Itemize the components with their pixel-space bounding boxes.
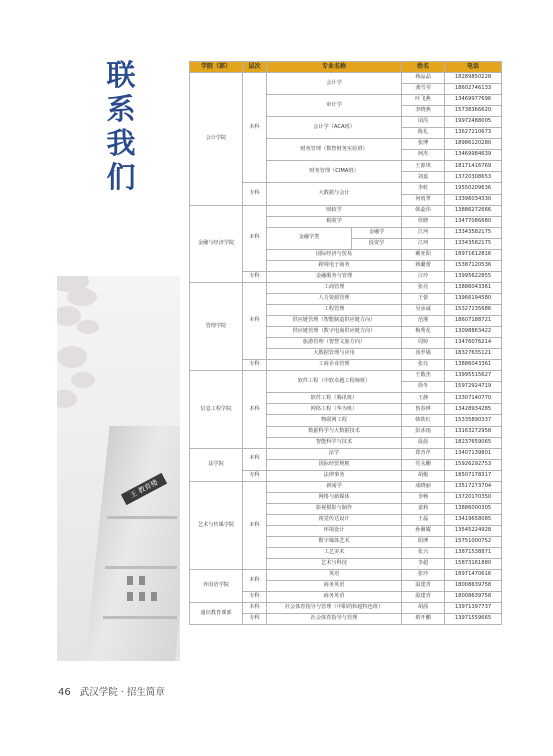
contact-name: 陈礼	[402, 128, 445, 139]
blossom-shape	[71, 372, 95, 388]
contact-phone: 13428934285	[445, 404, 502, 415]
major-cell: 旅游管理（智慧文旅方向）	[267, 338, 402, 349]
contact-name: 江珂	[402, 227, 445, 238]
contact-phone: 18171416769	[445, 161, 502, 172]
contact-name: 王敬杰	[402, 371, 445, 382]
contact-name: 徐冬	[402, 382, 445, 393]
contact-name: 龚雪莹	[402, 84, 445, 95]
contact-phone: 18507178317	[445, 470, 502, 481]
contact-phone: 13469984639	[445, 150, 502, 161]
contact-name: 叶飞燕	[402, 95, 445, 106]
level-cell: 专科	[243, 183, 267, 205]
header-level: 层次	[243, 62, 267, 73]
balcony-rail	[103, 616, 177, 619]
page-title-char: 我	[106, 126, 136, 160]
contact-phone: 18971612816	[445, 249, 502, 260]
header-name: 姓名	[402, 62, 445, 73]
major-cell: 商务英语	[267, 581, 402, 592]
campus-photo	[57, 276, 180, 661]
major-cell: 人力资源管理	[267, 293, 402, 304]
level-cell: 专科	[243, 360, 267, 371]
contact-name: 梅秀花	[402, 327, 445, 338]
major-cell: 跨境电子商务	[267, 260, 402, 271]
major-cell: 社会体育指导与管理（中职的和超特色班）	[267, 603, 402, 614]
page-title-char: 系	[106, 92, 136, 126]
level-cell: 本科	[243, 448, 267, 470]
contact-phone: 18607188721	[445, 316, 502, 327]
contact-phone: 13966194580	[445, 293, 502, 304]
contact-name: 王磊	[402, 514, 445, 525]
contact-name: 蔡开鹏	[402, 614, 445, 625]
contact-phone: 13995622855	[445, 271, 502, 282]
contact-name: 孙佩耀	[402, 525, 445, 536]
contact-name: 李超	[402, 559, 445, 570]
contact-phone: 13098863422	[445, 327, 502, 338]
contact-phone: 15751000752	[445, 536, 502, 547]
contact-phone: 18237659065	[445, 437, 502, 448]
contact-phone: 15327235686	[445, 304, 502, 315]
window-shape	[139, 576, 145, 585]
table-row	[190, 282, 502, 293]
major-cell: 工程管理	[267, 304, 402, 315]
table-row	[190, 73, 502, 84]
level-cell: 专科	[243, 592, 267, 603]
contact-name: 何雨菁	[402, 194, 445, 205]
contact-phone: 13396034330	[445, 194, 502, 205]
contact-name: 汤罗墙	[402, 349, 445, 360]
page-footer	[58, 684, 165, 698]
footer-text: 武汉学院 · 招生简章	[79, 687, 165, 698]
major-cell: 网络与新媒体	[267, 492, 402, 503]
major-cell: 会计学（ACA班）	[267, 117, 402, 139]
contact-name: 张亮	[402, 360, 445, 371]
college-cell: 管理学院	[190, 282, 243, 370]
blossom-shape	[77, 320, 99, 334]
table-row	[190, 481, 502, 492]
major-cell: 数字媒体艺术	[267, 536, 402, 547]
blossom-shape	[57, 346, 87, 368]
contact-name: 党永鹏	[402, 459, 445, 470]
contact-phone: 18602746133	[445, 84, 502, 95]
contact-phone: 13627210673	[445, 128, 502, 139]
level-cell: 本科	[243, 481, 267, 569]
contact-name: 李虹	[402, 183, 445, 194]
contact-phone: 15972924719	[445, 382, 502, 393]
college-cell: 法学院	[190, 448, 243, 481]
contact-name: 李晓燕	[402, 106, 445, 117]
contact-phone: 18008639758	[445, 592, 502, 603]
contact-name: 张亮	[402, 282, 445, 293]
major-cell: 软件工程（中软卓越工程师班）	[267, 371, 402, 393]
table-row	[190, 371, 502, 382]
contact-name: 李畅	[402, 492, 445, 503]
contact-phone: 15387120536	[445, 260, 502, 271]
table-header-row	[190, 62, 502, 73]
major-cell: 工商企业管理	[267, 360, 402, 371]
level-cell: 本科	[243, 570, 267, 592]
contact-phone: 13419658085	[445, 514, 502, 525]
contact-phone: 18008639758	[445, 581, 502, 592]
major-cell: 网络工程（华为班）	[267, 404, 402, 415]
major-cell: 审计学	[267, 95, 402, 117]
contact-name: 闵芮	[402, 117, 445, 128]
contact-phone: 13163272958	[445, 426, 502, 437]
level-cell: 本科	[243, 371, 267, 448]
contact-phone: 13871538871	[445, 548, 502, 559]
contact-name: 鲁春烨	[402, 404, 445, 415]
contact-phone: 18986120280	[445, 139, 502, 150]
contact-name: 戴亚阳	[402, 249, 445, 260]
contact-name: 张兴	[402, 548, 445, 559]
major-cell: 商务英语	[267, 592, 402, 603]
college-cell: 外国语学院	[190, 570, 243, 603]
contact-phone: 13886000305	[445, 503, 502, 514]
major-cell: 物联网工程	[267, 415, 402, 426]
major-cell: 供应链管理（智能制造供应链方向）	[267, 316, 402, 327]
header-major: 专业名称	[267, 62, 402, 73]
window-shape	[139, 592, 145, 601]
contact-table	[189, 61, 502, 625]
contact-name: 温建青	[402, 581, 445, 592]
contact-name: 韩铁红	[402, 415, 445, 426]
contact-name: 江珂	[402, 238, 445, 249]
contact-name: 成晓丽	[402, 481, 445, 492]
college-cell: 信息工程学院	[190, 371, 243, 448]
college-cell: 会计学院	[190, 73, 243, 206]
level-cell: 专科	[243, 470, 267, 481]
contact-phone: 13343582175	[445, 227, 502, 238]
contact-phone: 13545224928	[445, 525, 502, 536]
major-cell: 法学	[267, 448, 402, 459]
major-cell: 金融服务与管理	[267, 271, 402, 282]
contact-name: 温建青	[402, 592, 445, 603]
page-title-char: 们	[106, 160, 136, 194]
table-row	[190, 205, 502, 216]
major-cell: 税收学	[267, 216, 402, 227]
level-cell: 本科	[243, 603, 267, 614]
contact-phone: 19972488005	[445, 117, 502, 128]
contact-phone: 15926292753	[445, 459, 502, 470]
contact-name: 王静	[402, 393, 445, 404]
major-cell: 供应链管理（数字电商供应链方向）	[267, 327, 402, 338]
contact-name: 蒋晶晶	[402, 73, 445, 84]
window-shape	[127, 592, 133, 601]
major-cell: 国际经济与贸易	[267, 249, 402, 260]
contact-name: 刘嘉	[402, 172, 445, 183]
level-cell: 本科	[243, 73, 267, 183]
contact-phone: 18289850228	[445, 73, 502, 84]
contact-phone: 13307140770	[445, 393, 502, 404]
balcony-rail	[105, 566, 177, 569]
major-cell: 法律事务	[267, 470, 402, 481]
contact-phone: 15873161880	[445, 559, 502, 570]
table-row	[190, 603, 502, 614]
contact-phone: 13407139801	[445, 448, 502, 459]
contact-name: 吴承诚	[402, 304, 445, 315]
major-cell: 社会体育指导与管理	[267, 614, 402, 625]
contact-name: 阳博	[402, 536, 445, 547]
contact-name: 蒋璐蕾	[402, 260, 445, 271]
building-sign: 王 教育楼	[121, 473, 167, 505]
contact-name: 姜莉	[402, 503, 445, 514]
major-cell: 金融学类	[267, 227, 352, 249]
contact-name: 王源琪	[402, 161, 445, 172]
major-cell: 财务管理（CIMA班）	[267, 161, 402, 183]
table-row	[190, 448, 502, 459]
header-phone: 电话	[445, 62, 502, 73]
level-cell: 专科	[243, 271, 267, 282]
major-cell: 工商管理	[267, 282, 402, 293]
contact-phone: 13343582175	[445, 238, 502, 249]
contact-name: 彭沐雨	[402, 426, 445, 437]
window-shape	[151, 592, 157, 601]
major-cell: 财务管理（数智财务实验班）	[267, 139, 402, 161]
contact-phone: 13476076214	[445, 338, 502, 349]
contact-phone: 13971559665	[445, 614, 502, 625]
contact-phone: 18971470616	[445, 570, 502, 581]
college-cell: 通识教育课部	[190, 603, 243, 625]
contact-phone: 13886272666	[445, 205, 502, 216]
contact-phone: 13720170350	[445, 492, 502, 503]
contact-phone: 13971397737	[445, 603, 502, 614]
major-cell: 新闻学	[267, 481, 402, 492]
building-shape	[84, 426, 180, 661]
header-college: 学院（部）	[190, 62, 243, 73]
contact-phone: 13517273704	[445, 481, 502, 492]
major-cell: 智能科学与技术	[267, 437, 402, 448]
major-cell: 国际经贸规则	[267, 459, 402, 470]
contact-name: 王蕾	[402, 293, 445, 304]
major-cell: 影视摄影与制作	[267, 503, 402, 514]
contact-phone: 19550209636	[445, 183, 502, 194]
contact-name: 胡俊	[402, 470, 445, 481]
major-cell: 视觉传达设计	[267, 514, 402, 525]
contact-name: 柯杰	[402, 150, 445, 161]
major-cell: 大数据管理与应用	[267, 349, 402, 360]
level-cell: 专科	[243, 614, 267, 625]
window-shape	[127, 576, 133, 585]
page-title-char: 联	[106, 58, 136, 92]
major-cell: 数据科学与大数据技术	[267, 426, 402, 437]
major-cell: 环境设计	[267, 525, 402, 536]
contact-name: 胡茜	[402, 603, 445, 614]
contact-name: 侯晓	[402, 216, 445, 227]
major-cell: 工艺美术	[267, 548, 402, 559]
contact-phone: 13886043361	[445, 360, 502, 371]
major-cell: 软件工程（腾讯班）	[267, 393, 402, 404]
level-cell: 本科	[243, 282, 267, 359]
table-row	[190, 570, 502, 581]
contact-phone: 13477086680	[445, 216, 502, 227]
major-cell: 财政学	[267, 205, 402, 216]
contact-phone: 13720308653	[445, 172, 502, 183]
contact-name: 晨晨	[402, 437, 445, 448]
major-cell: 会计学	[267, 73, 402, 95]
contact-phone: 15335890337	[445, 415, 502, 426]
blossom-shape	[67, 288, 97, 306]
major-cell: 英语	[267, 570, 402, 581]
major-cell: 艺术与科技	[267, 559, 402, 570]
contact-name: 张玲	[402, 570, 445, 581]
page-number: 46	[58, 687, 71, 698]
college-cell: 金融与经济学院	[190, 205, 243, 282]
contact-phone: 13469977696	[445, 95, 502, 106]
contact-name: 张博	[402, 139, 445, 150]
level-cell: 本科	[243, 205, 267, 271]
balcony-rail	[107, 516, 177, 519]
major-cell: 投资学	[352, 238, 402, 249]
contact-name: 周婷	[402, 338, 445, 349]
college-cell: 艺术与传媒学院	[190, 481, 243, 569]
contact-name: 韩蕊伟	[402, 205, 445, 216]
contact-name: 郑青芹	[402, 448, 445, 459]
contact-name: 范瑾	[402, 316, 445, 327]
contact-phone: 13995515627	[445, 371, 502, 382]
contact-name: 汪玲	[402, 271, 445, 282]
contact-phone: 18327635121	[445, 349, 502, 360]
page-title	[103, 58, 139, 194]
major-cell: 金融学	[352, 227, 402, 238]
contact-phone: 15738366620	[445, 106, 502, 117]
blossom-shape	[57, 390, 77, 408]
major-cell: 大数据与会计	[267, 183, 402, 205]
contact-phone: 13886043361	[445, 282, 502, 293]
